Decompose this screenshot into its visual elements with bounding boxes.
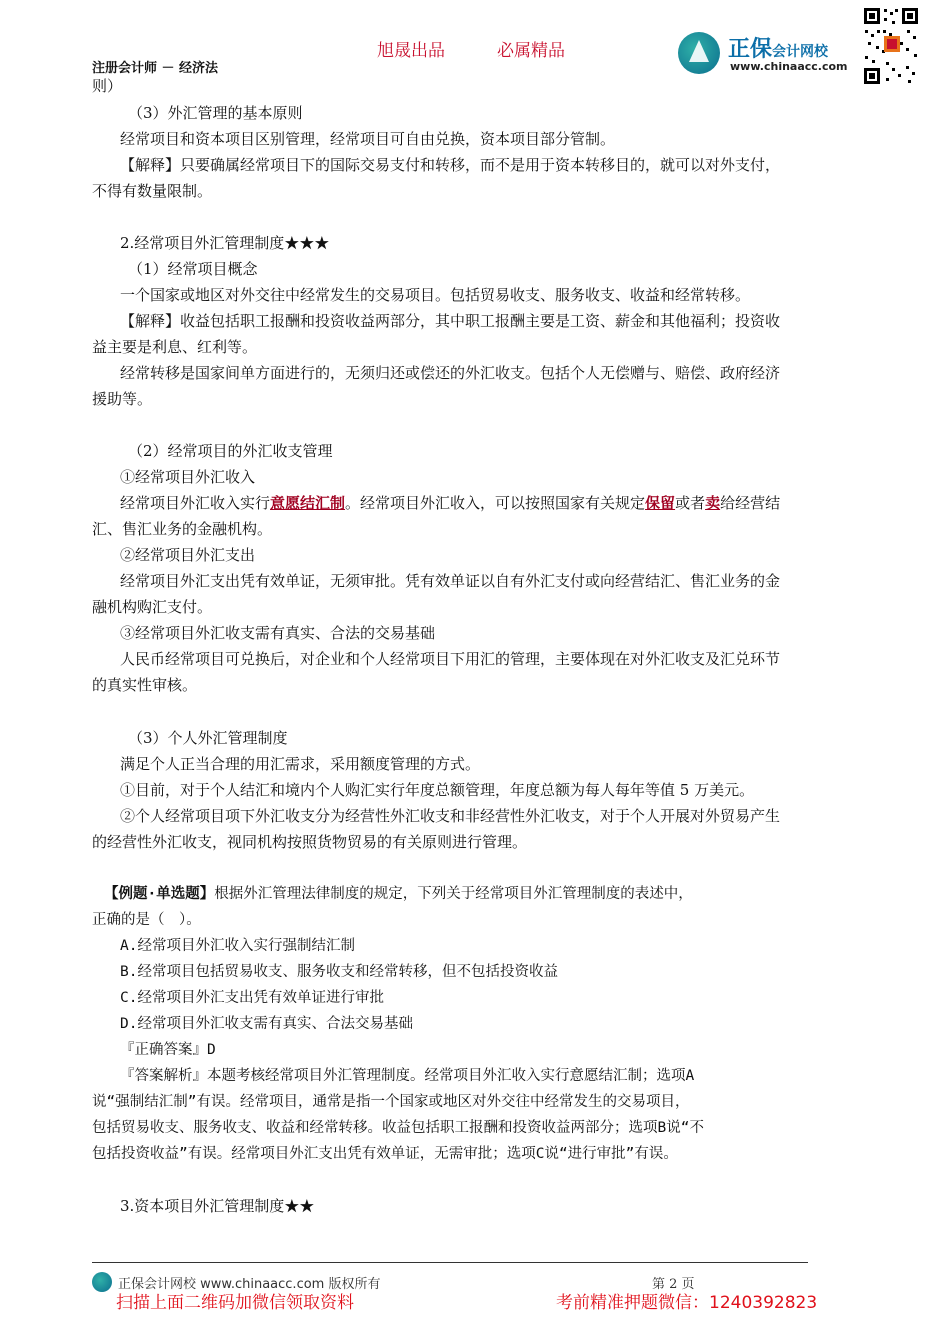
list-item-heading: ③经常项目外汇收支需有真实、合法的交易基础 bbox=[120, 624, 436, 642]
promo-left: 扫描上面二维码加微信领取资料 bbox=[116, 1293, 354, 1313]
option-b: B.经常项目包括贸易收支、服务收支和经常转移，但不包括投资收益 bbox=[120, 964, 558, 980]
highlight-term: 卖 bbox=[705, 494, 721, 512]
text-line: 则） bbox=[92, 77, 123, 95]
logo-url: www.chinaacc.com bbox=[730, 60, 848, 73]
footer-logo-icon bbox=[92, 1272, 112, 1292]
paragraph-line: 满足个人正当合理的用汇需求，采用额度管理的方式。 bbox=[120, 755, 481, 773]
list-item-heading: ①经常项目外汇收入 bbox=[120, 468, 256, 486]
header-slogan-right: 必属精品 bbox=[497, 41, 565, 61]
paragraph-line: ①目前，对于个人结汇和境内个人购汇实行年度总额管理，年度总额为每人每年等值 5 万美元。 bbox=[120, 781, 755, 799]
subheading: （3）外汇管理的基本原则 bbox=[128, 104, 303, 122]
correct-answer: 『正确答案』D bbox=[120, 1042, 216, 1058]
logo-name: 正保会计网校 bbox=[728, 37, 829, 62]
subheading: （2）经常项目的外汇收支管理 bbox=[128, 442, 333, 460]
option-c: C.经常项目外汇支出凭有效单证进行审批 bbox=[120, 990, 384, 1006]
paragraph-line: 汇、售汇业务的金融机构。 bbox=[92, 520, 273, 538]
highlight-term: 意愿结汇制 bbox=[270, 494, 346, 512]
paragraph-line: ②个人经常项目项下外汇收支分为经营性外汇收支和非经营性外汇收支，对于个人开展对外贸易产生 bbox=[120, 807, 781, 825]
footer-divider bbox=[92, 1262, 808, 1263]
explanation-line: 【解释】只要确属经常项目下的国际交易支付和转移，而不是用于资本转移目的，就可以对外支付， bbox=[120, 156, 781, 174]
paragraph-line: 益主要是利息、红利等。 bbox=[92, 338, 258, 356]
qr-code-icon bbox=[862, 6, 920, 86]
logo-emblem-icon bbox=[678, 32, 720, 74]
example-tag: 【例题·单选题】 bbox=[104, 886, 215, 902]
paragraph-line: 经常转移是国家间单方面进行的，无须归还或偿还的外汇收支。包括个人无偿赠与、赔偿、政府经济 bbox=[120, 364, 781, 382]
header-slogan-left: 旭晟出品 bbox=[377, 41, 445, 61]
paragraph-line: 援助等。 bbox=[92, 390, 153, 408]
option-d: D.经常项目外汇收支需有真实、合法交易基础 bbox=[120, 1016, 413, 1032]
paragraph-line: 不得有数量限制。 bbox=[92, 182, 213, 200]
course-title: 注册会计师 － 经济法 bbox=[92, 61, 219, 76]
example-question: 【例题·单选题】根据外汇管理法律制度的规定，下列关于经常项目外汇管理制度的表述中， bbox=[104, 886, 693, 902]
paragraph-line: 融机构购汇支付。 bbox=[92, 598, 213, 616]
answer-analysis-line: 说“强制结汇制”有误。经常项目，通常是指一个国家或地区对外交往中经常发生的交易项目， bbox=[92, 1094, 690, 1110]
subheading: （1）经常项目概念 bbox=[128, 260, 258, 278]
highlight-term: 保留 bbox=[645, 494, 676, 512]
page-number: 第 2 页 bbox=[652, 1277, 695, 1292]
paragraph-line: 经常项目和资本项目区别管理，经常项目可自由兑换，资本项目部分管制。 bbox=[120, 130, 616, 148]
option-a: A.经常项目外汇收入实行强制结汇制 bbox=[120, 938, 355, 954]
paragraph-line: 的真实性审核。 bbox=[92, 676, 198, 694]
paragraph-line: 的经营性外汇收支，视同机构按照货物贸易的有关原则进行管理。 bbox=[92, 833, 528, 851]
answer-analysis: 『答案解析』本题考核经常项目外汇管理制度。经常项目外汇收入实行意愿结汇制；选项A bbox=[120, 1068, 695, 1084]
section-heading: 3.资本项目外汇管理制度★★ bbox=[120, 1197, 315, 1215]
promo-right: 考前精准押题微信：1240392823 bbox=[556, 1293, 818, 1313]
section-heading: 2.经常项目外汇管理制度★★★ bbox=[120, 234, 330, 252]
paragraph-line: 人民币经常项目可兑换后，对企业和个人经常项目下用汇的管理，主要体现在对外汇收支及汇兑环节 bbox=[120, 650, 781, 668]
explanation-line: 【解释】收益包括职工报酬和投资收益两部分，其中职工报酬主要是工资、薪金和其他福利；投资收 bbox=[120, 312, 781, 330]
answer-analysis-line: 包括投资收益”有误。经常项目外汇支出凭有效单证，无需审批；选项C说“进行审批”有误。 bbox=[92, 1146, 678, 1162]
chinaacc-logo bbox=[678, 30, 858, 78]
paragraph-line: 经常项目外汇收入实行意愿结汇制。经常项目外汇收入，可以按照国家有关规定保留或者卖给经营结 bbox=[120, 494, 781, 512]
footer-copyright: 正保会计网校 www.chinaacc.com 版权所有 bbox=[118, 1277, 381, 1292]
answer-analysis-line: 包括贸易收支、服务收支、收益和经常转移。收益包括职工报酬和投资收益两部分；选项B说“不 bbox=[92, 1120, 704, 1136]
subheading: （3）个人外汇管理制度 bbox=[128, 729, 288, 747]
paragraph-line: 一个国家或地区对外交往中经常发生的交易项目。包括贸易收支、服务收支、收益和经常转移。 bbox=[120, 286, 751, 304]
paragraph-line: 经常项目外汇支出凭有效单证，无须审批。凭有效单证以自有外汇支付或向经营结汇、售汇业务的金 bbox=[120, 572, 781, 590]
example-question-line: 正确的是（ ）。 bbox=[92, 912, 201, 928]
list-item-heading: ②经常项目外汇支出 bbox=[120, 546, 256, 564]
